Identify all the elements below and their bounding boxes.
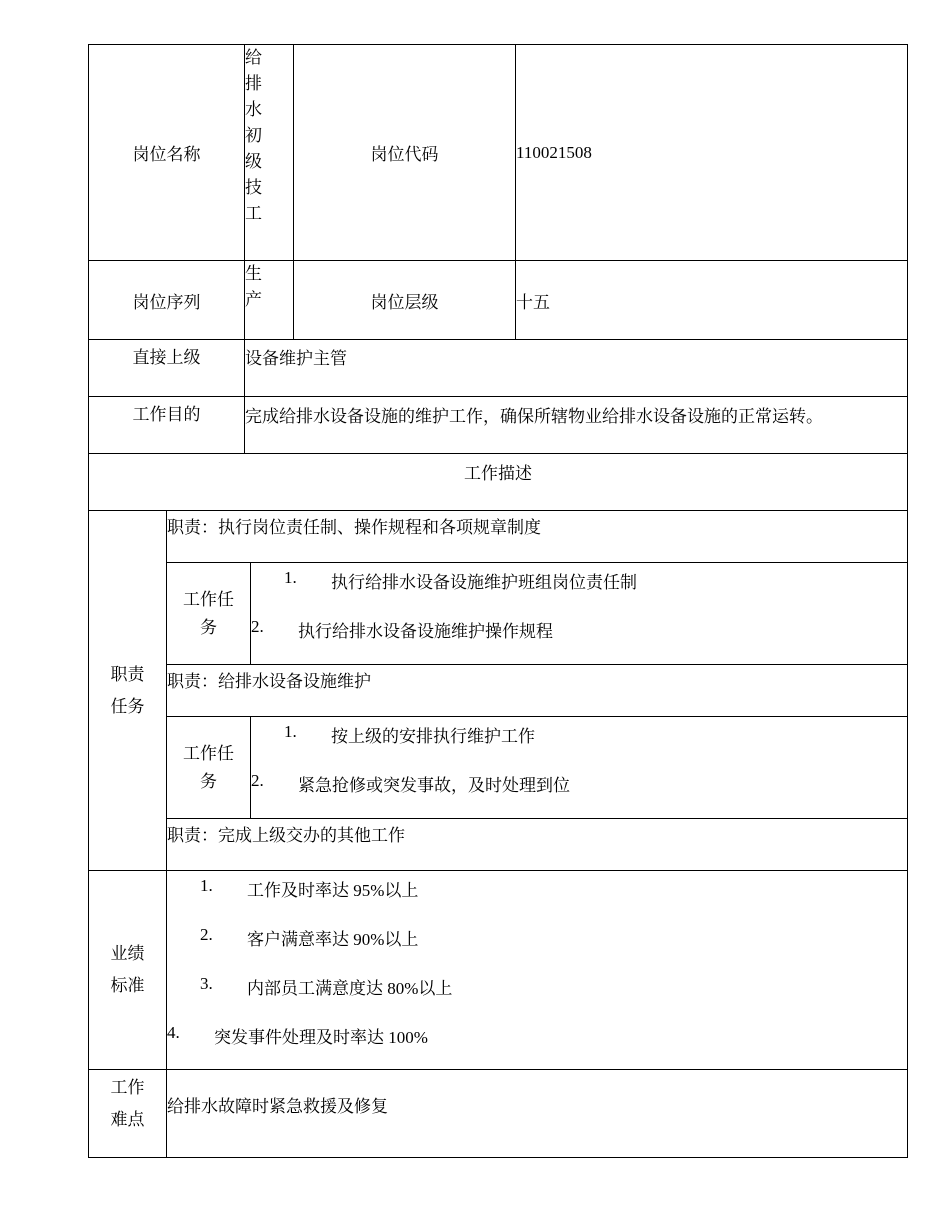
performance-label: 业绩标准 bbox=[89, 871, 167, 1070]
performance-item: 3. 内部员工满意度达 80%以上 bbox=[200, 974, 453, 998]
post-code-value: 110021508 bbox=[516, 45, 908, 261]
task-row bbox=[89, 563, 908, 665]
post-series-label: 岗位序列 bbox=[89, 261, 245, 340]
purpose-label: 工作目的 bbox=[89, 397, 245, 454]
duty-row bbox=[89, 665, 908, 717]
row-description-title bbox=[89, 454, 908, 511]
task-item: 2. 紧急抢修或突发事故，及时处理到位 bbox=[251, 771, 570, 795]
performance-list bbox=[167, 871, 908, 1070]
row-difficulty bbox=[89, 1070, 908, 1158]
duty-text: 职责：完成上级交办的其他工作 bbox=[167, 819, 908, 871]
row-post-name bbox=[89, 45, 908, 261]
performance-item: 2. 客户满意率达 90%以上 bbox=[200, 925, 419, 949]
task-row bbox=[89, 717, 908, 819]
row-purpose bbox=[89, 397, 908, 454]
performance-item: 1. 工作及时率达 95%以上 bbox=[200, 876, 419, 900]
difficulty-label: 工作难点 bbox=[89, 1070, 167, 1158]
performance-item: 4. 突发事件处理及时率达 100% bbox=[167, 1023, 428, 1047]
task-label: 工作任务 bbox=[167, 717, 251, 819]
purpose-value: 完成给排水设备设施的维护工作，确保所辖物业给排水设备设施的正常运转。 bbox=[245, 397, 908, 454]
job-description-table bbox=[88, 44, 908, 1158]
difficulty-value: 给排水故障时紧急救援及修复 bbox=[167, 1070, 908, 1158]
task-item: 1. 按上级的安排执行维护工作 bbox=[284, 722, 535, 746]
duties-label: 职责任务 bbox=[89, 511, 167, 871]
duty-row bbox=[89, 511, 908, 563]
row-performance bbox=[89, 871, 908, 1070]
task-list bbox=[251, 717, 908, 819]
task-label: 工作任务 bbox=[167, 563, 251, 665]
task-list bbox=[251, 563, 908, 665]
description-title: 工作描述 bbox=[89, 454, 908, 511]
duty-row bbox=[89, 819, 908, 871]
post-level-value: 十五 bbox=[516, 261, 908, 340]
duty-text: 职责：执行岗位责任制、操作规程和各项规章制度 bbox=[167, 511, 908, 563]
duty-text: 职责：给排水设备设施维护 bbox=[167, 665, 908, 717]
post-level-label: 岗位层级 bbox=[294, 261, 516, 340]
post-series-value: 生产 bbox=[245, 261, 294, 340]
post-name-value: 给排水初级技工 bbox=[245, 45, 294, 261]
post-name-label: 岗位名称 bbox=[89, 45, 245, 261]
supervisor-label: 直接上级 bbox=[89, 340, 245, 397]
row-supervisor bbox=[89, 340, 908, 397]
task-item: 1. 执行给排水设备设施维护班组岗位责任制 bbox=[284, 568, 637, 592]
task-item: 2. 执行给排水设备设施维护操作规程 bbox=[251, 617, 553, 641]
row-post-series bbox=[89, 261, 908, 340]
post-code-label: 岗位代码 bbox=[294, 45, 516, 261]
supervisor-value: 设备维护主管 bbox=[245, 340, 908, 397]
